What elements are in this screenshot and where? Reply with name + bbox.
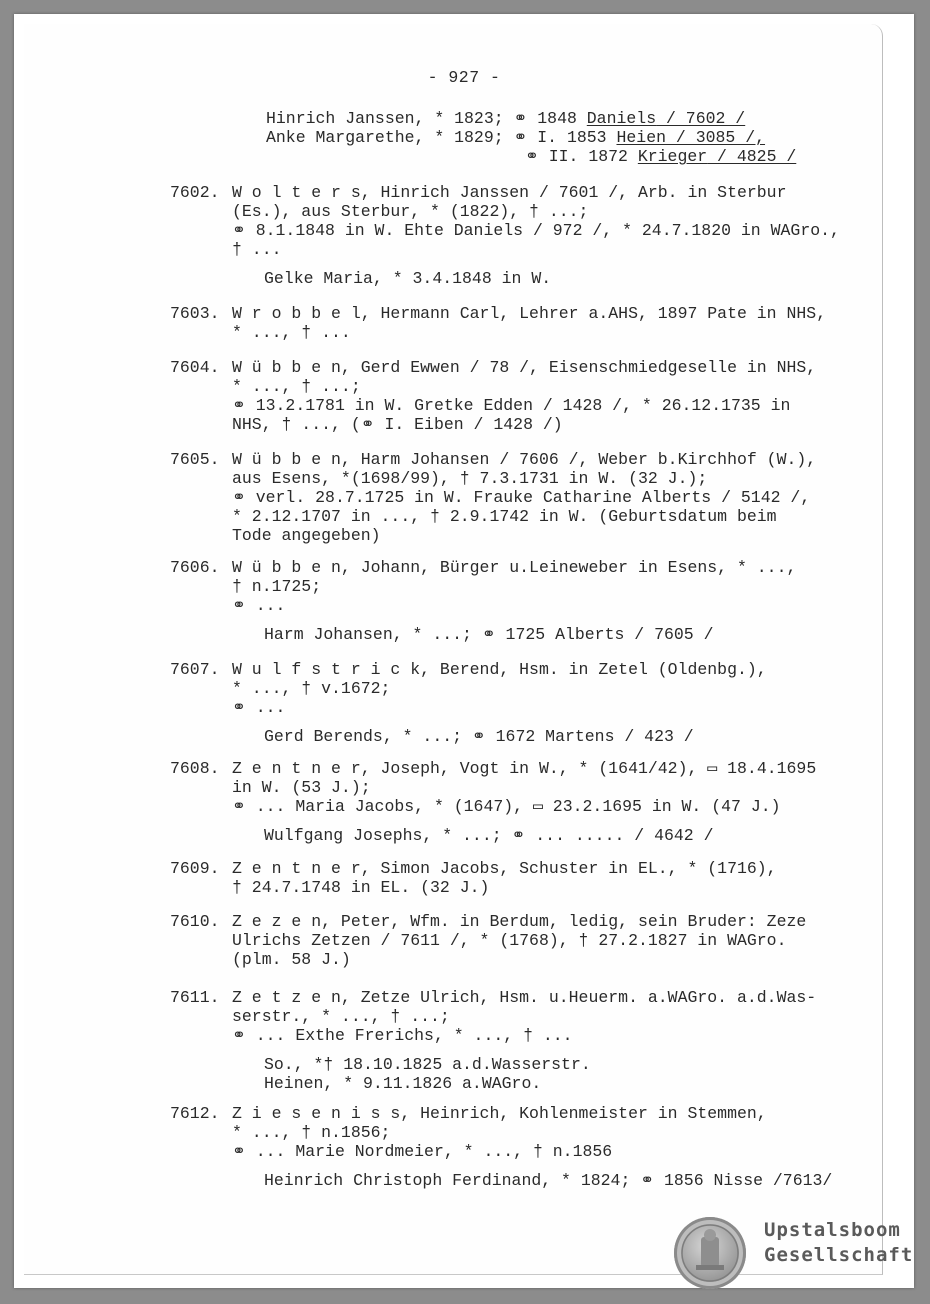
entry-line: W ü b b e n, Johann, Bürger u.Leineweber in Esens, * ..., bbox=[232, 558, 797, 577]
entry-line: * ..., † v.1672; bbox=[232, 679, 391, 698]
entry-line: † 24.7.1748 in EL. (32 J.) bbox=[232, 878, 490, 897]
child-line: Wulfgang Josephs, * ...; ⚭ ... ..... / 4642 / bbox=[264, 826, 714, 845]
child-line: So., *† 18.10.1825 a.d.Wasserstr. bbox=[264, 1055, 591, 1074]
entry-line: ⚭ verl. 28.7.1725 in W. Frauke Catharine Alberts / 5142 /, bbox=[232, 488, 811, 507]
child-line: Heinrich Christoph Ferdinand, * 1824; ⚭ 1856 Nisse /7613/ bbox=[264, 1171, 833, 1190]
entry-line: in W. (53 J.); bbox=[232, 778, 371, 797]
entry-line: ⚭ ... Maria Jacobs, * (1647), ▭ 23.2.1695 in W. (47 J.) bbox=[232, 797, 781, 816]
entry-line: W r o b b e l, Hermann Carl, Lehrer a.AHS, 1897 Pate in NHS, bbox=[232, 304, 827, 323]
entry-line: Z i e s e n i s s, Heinrich, Kohlenmeister in Stemmen, bbox=[232, 1104, 767, 1123]
entry-number: 7603. bbox=[170, 304, 220, 323]
entry-line: † n.1725; bbox=[232, 577, 322, 596]
entry-line: Z e n t n e r, Simon Jacobs, Schuster in EL., * (1716), bbox=[232, 859, 777, 878]
child-line: Harm Johansen, * ...; ⚭ 1725 Alberts / 7605 / bbox=[264, 625, 714, 644]
intro-line: Hinrich Janssen, * 1823; ⚭ 1848 Daniels / 7602 / bbox=[266, 109, 746, 128]
child-line: Gerd Berends, * ...; ⚭ 1672 Martens / 423 / bbox=[264, 727, 694, 746]
entry-number: 7608. bbox=[170, 759, 220, 778]
entry-line: aus Esens, *(1698/99), † 7.3.1731 in W. (32 J.); bbox=[232, 469, 708, 488]
entry-line: * ..., † ...; bbox=[232, 377, 361, 396]
entry-line: (plm. 58 J.) bbox=[232, 950, 351, 969]
entry-line: Tode angegeben) bbox=[232, 526, 381, 545]
logo-text-line1: Upstalsboom bbox=[764, 1219, 901, 1241]
entry-line: W o l t e r s, Hinrich Janssen / 7601 /, Arb. in Sterbur bbox=[232, 183, 787, 202]
entry-line: NHS, † ..., (⚭ I. Eiben / 1428 /) bbox=[232, 415, 563, 434]
entry-line: ⚭ ... bbox=[232, 596, 286, 615]
entry-line: ⚭ ... Marie Nordmeier, * ..., † n.1856 bbox=[232, 1142, 613, 1161]
entry-line: ⚭ ... Exthe Frerichs, * ..., † ... bbox=[232, 1026, 573, 1045]
entry-number: 7605. bbox=[170, 450, 220, 469]
entry-line: † ... bbox=[232, 240, 282, 259]
child-line: Heinen, * 9.11.1826 a.WAGro. bbox=[264, 1074, 542, 1093]
entry-line: Z e z e n, Peter, Wfm. in Berdum, ledig, sein Bruder: Zeze bbox=[232, 912, 807, 931]
entry-line: W ü b b e n, Harm Johansen / 7606 /, Weber b.Kirchhof (W.), bbox=[232, 450, 817, 469]
entry-line: Ulrichs Zetzen / 7611 /, * (1768), † 27.2.1827 in WAGro. bbox=[232, 931, 787, 950]
entry-line: * ..., † n.1856; bbox=[232, 1123, 391, 1142]
entry-line: * 2.12.1707 in ..., † 2.9.1742 in W. (Geburtsdatum beim bbox=[232, 507, 777, 526]
entry-line: ⚭ ... bbox=[232, 698, 286, 717]
child-line: Gelke Maria, * 3.4.1848 in W. bbox=[264, 269, 552, 288]
entry-line: Z e t z e n, Zetze Ulrich, Hsm. u.Heuerm. a.WAGro. a.d.Was- bbox=[232, 988, 817, 1007]
entry-number: 7604. bbox=[170, 358, 220, 377]
document-page bbox=[14, 14, 914, 1288]
entry-line: serstr., * ..., † ...; bbox=[232, 1007, 450, 1026]
entry-number: 7602. bbox=[170, 183, 220, 202]
entry-number: 7611. bbox=[170, 988, 220, 1007]
entry-number: 7607. bbox=[170, 660, 220, 679]
seal-icon bbox=[674, 1217, 746, 1289]
intro-line: ⚭ II. 1872 Krieger / 4825 / bbox=[525, 147, 797, 166]
entry-line: ⚭ 13.2.1781 in W. Gretke Edden / 1428 /, * 26.12.1735 in bbox=[232, 396, 791, 415]
entry-line: * ..., † ... bbox=[232, 323, 351, 342]
entry-line: Z e n t n e r, Joseph, Vogt in W., * (1641/42), ▭ 18.4.1695 bbox=[232, 759, 817, 778]
entry-line: ⚭ 8.1.1848 in W. Ehte Daniels / 972 /, * 24.7.1820 in WAGro., bbox=[232, 221, 840, 240]
intro-line: Anke Margarethe, * 1829; ⚭ I. 1853 Heien / 3085 /, bbox=[266, 128, 766, 147]
entry-number: 7609. bbox=[170, 859, 220, 878]
entry-line: (Es.), aus Sterbur, * (1822), † ...; bbox=[232, 202, 589, 221]
entry-number: 7610. bbox=[170, 912, 220, 931]
entry-line: W ü b b e n, Gerd Ewwen / 78 /, Eisenschmiedgeselle in NHS, bbox=[232, 358, 817, 377]
entry-number: 7612. bbox=[170, 1104, 220, 1123]
page-number: - 927 - bbox=[427, 68, 501, 87]
entry-line: W u l f s t r i c k, Berend, Hsm. in Zetel (Oldenbg.), bbox=[232, 660, 767, 679]
logo-text-line2: Gesellschaft bbox=[764, 1244, 914, 1266]
entry-number: 7606. bbox=[170, 558, 220, 577]
